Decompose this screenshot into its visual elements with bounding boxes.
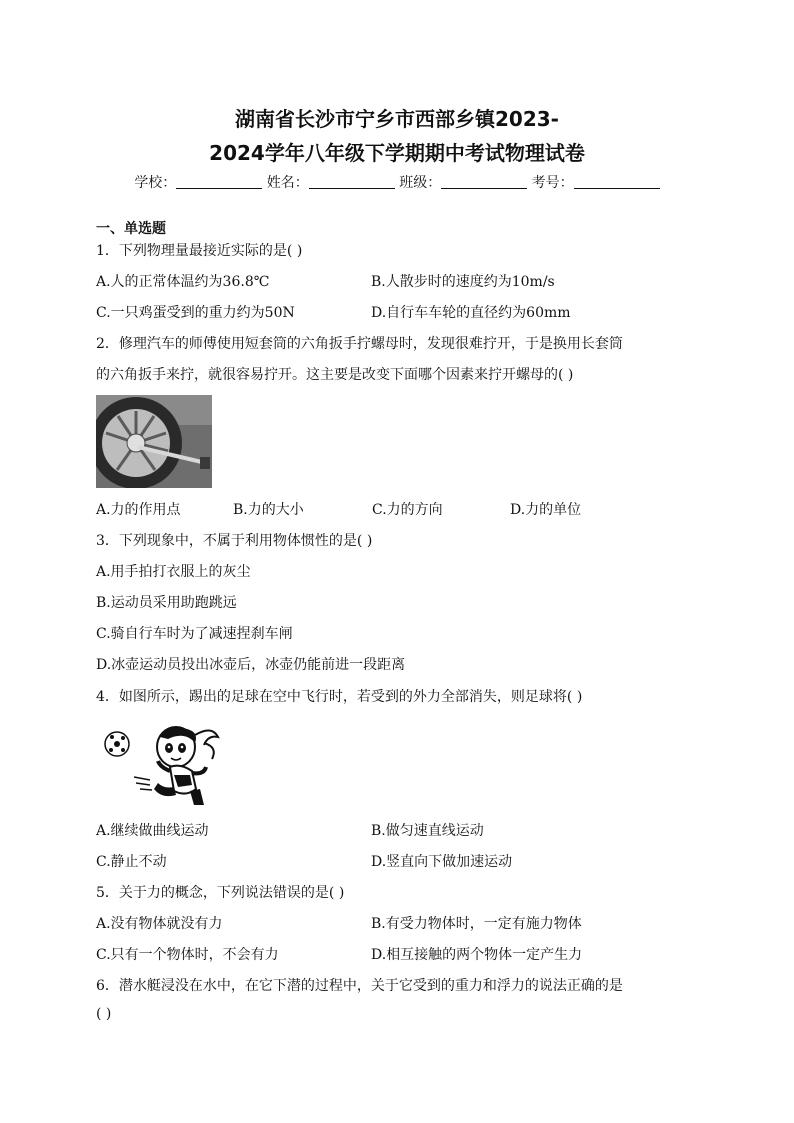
q4-option-b: B.做匀速直线运动 [371, 823, 484, 839]
q2-option-c: C.力的方向 [372, 502, 443, 518]
q2-stem-line2: 的六角扳手来拧，就很容易拧开。这主要是改变下面哪个因素来拧开螺母的( ) [96, 367, 574, 383]
q4-option-c: C.静止不动 [96, 854, 167, 870]
q1-option-d: D.自行车车轮的直径约为60mm [371, 305, 571, 321]
q3-stem: 3．下列现象中，不属于利用物体惯性的是( ) [96, 533, 373, 549]
section-heading: 一、单选题 [96, 221, 166, 237]
q1-option-c: C.一只鸡蛋受到的重力约为50N [96, 305, 295, 321]
q2-option-b: B.力的大小 [233, 502, 304, 518]
exam-title-line2: 2024学年八年级下学期期中考试物理试卷 [209, 141, 585, 165]
field-name-blank[interactable] [309, 174, 395, 189]
field-name-label: 姓名： [266, 175, 309, 191]
q3-option-b: B.运动员采用助跑跳远 [96, 595, 237, 611]
q4-option-a: A.继续做曲线运动 [96, 823, 209, 839]
field-id-blank[interactable] [574, 174, 660, 189]
q4-stem: 4．如图所示，踢出的足球在空中飞行时，若受到的外力全部消失，则足球将( ) [96, 689, 583, 705]
q5-option-d: D.相互接触的两个物体一定产生力 [371, 947, 583, 963]
q3-option-c: C.骑自行车时为了减速捏刹车闸 [96, 626, 293, 642]
field-school-label: 学校： [134, 175, 177, 191]
field-class-blank[interactable] [441, 174, 527, 189]
q1-option-b: B.人散步时的速度约为10m/s [371, 274, 555, 290]
q5-option-b: B.有受力物体时，一定有施力物体 [371, 916, 582, 932]
q1-option-a: A.人的正常体温约为36.8℃ [96, 274, 270, 290]
q3-option-a: A.用手拍打衣服上的灰尘 [96, 564, 251, 580]
q6-stem-line1: 6．潜水艇浸没在水中，在它下潜的过程中，关于它受到的重力和浮力的说法正确的是 [96, 978, 623, 994]
field-class-label: 班级： [399, 175, 442, 191]
wrench-wheel-figure [96, 395, 212, 488]
q5-option-c: C.只有一个物体时，不会有力 [96, 947, 279, 963]
field-school-blank[interactable] [176, 174, 262, 189]
field-id-label: 考号： [531, 175, 574, 191]
q5-stem: 5．关于力的概念，下列说法错误的是( ) [96, 885, 345, 901]
student-info-fields [0, 172, 794, 192]
q3-option-d: D.冰壶运动员投出冰壶后，冰壶仍能前进一段距离 [96, 657, 406, 673]
q2-option-a: A.力的作用点 [96, 502, 181, 518]
q5-option-a: A.没有物体就没有力 [96, 916, 223, 932]
q2-option-d: D.力的单位 [510, 502, 582, 518]
q4-option-d: D.竖直向下做加速运动 [371, 854, 513, 870]
q6-stem-line2: ( ) [96, 1006, 112, 1022]
kicking-ball-figure [100, 717, 230, 809]
q1-stem: 1．下列物理量最接近实际的是( ) [96, 243, 303, 259]
q2-stem-line1: 2．修理汽车的师傅使用短套筒的六角扳手拧螺母时，发现很难拧开，于是换用长套筒 [96, 336, 623, 352]
exam-title-line1: 湖南省长沙市宁乡市西部乡镇2023- [235, 107, 559, 131]
